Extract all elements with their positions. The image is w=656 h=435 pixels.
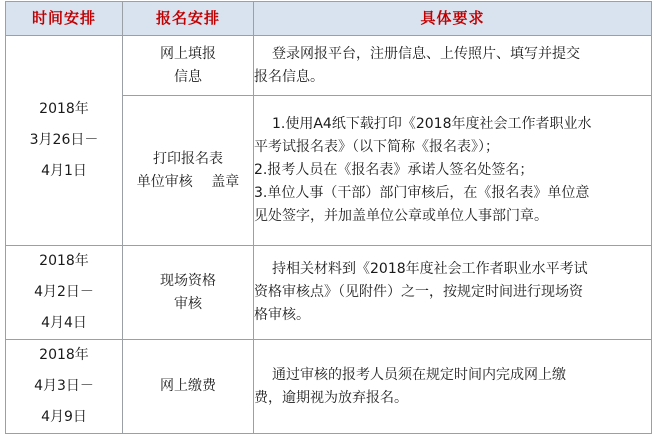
time-cell [6, 36, 123, 246]
time-year: 2018年 [39, 347, 89, 363]
item-cell [123, 36, 254, 96]
item-line: 网上缴费 [160, 378, 216, 394]
item-line: 网上填报 [160, 45, 216, 62]
requirement-line: 见处签字，并加盖单位公章或单位人事部门章。 [254, 208, 548, 224]
header-requirement: 具体要求 [254, 2, 652, 36]
item-line: 单位审核 盖章 [136, 173, 240, 190]
requirement-cell [254, 36, 652, 96]
registration-schedule-table [5, 1, 652, 434]
time-year: 2018年 [39, 253, 89, 269]
time-end: 4月4日 [41, 315, 87, 331]
table-row [6, 36, 652, 96]
time-end: 4月1日 [41, 163, 87, 179]
requirement-line: 资格审核点》（见附件）之一，按规定时间进行现场资 [254, 284, 583, 300]
requirement-line: 格审核。 [254, 307, 310, 323]
header-item: 报名安排 [123, 2, 254, 36]
item-line: 打印报名表 [153, 150, 223, 167]
item-cell [123, 340, 254, 434]
item-line: 信息 [174, 68, 202, 85]
item-cell [123, 246, 254, 340]
requirement-line: 1.使用A4纸下载打印《2018年度社会工作者职业水 [272, 116, 592, 132]
requirement-line: 报名信息。 [254, 68, 324, 85]
requirement-cell [254, 96, 652, 246]
time-start: 4月2日－ [34, 284, 94, 300]
time-end: 4月9日 [41, 409, 87, 425]
requirement-line: 登录网报平台，注册信息、上传照片、填写并提交 [272, 45, 580, 62]
time-cell [6, 246, 123, 340]
header-time: 时间安排 [6, 2, 123, 36]
time-cell [6, 340, 123, 434]
requirement-line: 持相关材料到《2018年度社会工作者职业水平考试 [272, 261, 588, 277]
requirement-cell [254, 246, 652, 340]
table-row [6, 340, 652, 434]
time-year: 2018年 [39, 101, 89, 117]
requirement-line: 平考试报名表》（以下简称《报名表》）； [254, 139, 499, 155]
requirement-line: 通过审核的报考人员须在规定时间内完成网上缴 [272, 366, 566, 383]
table-header-row [6, 2, 652, 36]
table-row [6, 246, 652, 340]
item-cell [123, 96, 254, 246]
requirement-line: 费，逾期视为放弃报名。 [254, 389, 408, 406]
time-start: 3月26日－ [29, 132, 99, 148]
requirement-cell [254, 340, 652, 434]
requirement-line: 3.单位人事（干部）部门审核后，在《报名表》单位意 [254, 185, 590, 201]
item-line: 审核 [174, 295, 202, 312]
requirement-line: 2.报考人员在《报名表》承诺人签名处签名； [254, 162, 534, 178]
item-line: 现场资格 [160, 272, 216, 289]
time-start: 4月3日－ [34, 378, 94, 394]
